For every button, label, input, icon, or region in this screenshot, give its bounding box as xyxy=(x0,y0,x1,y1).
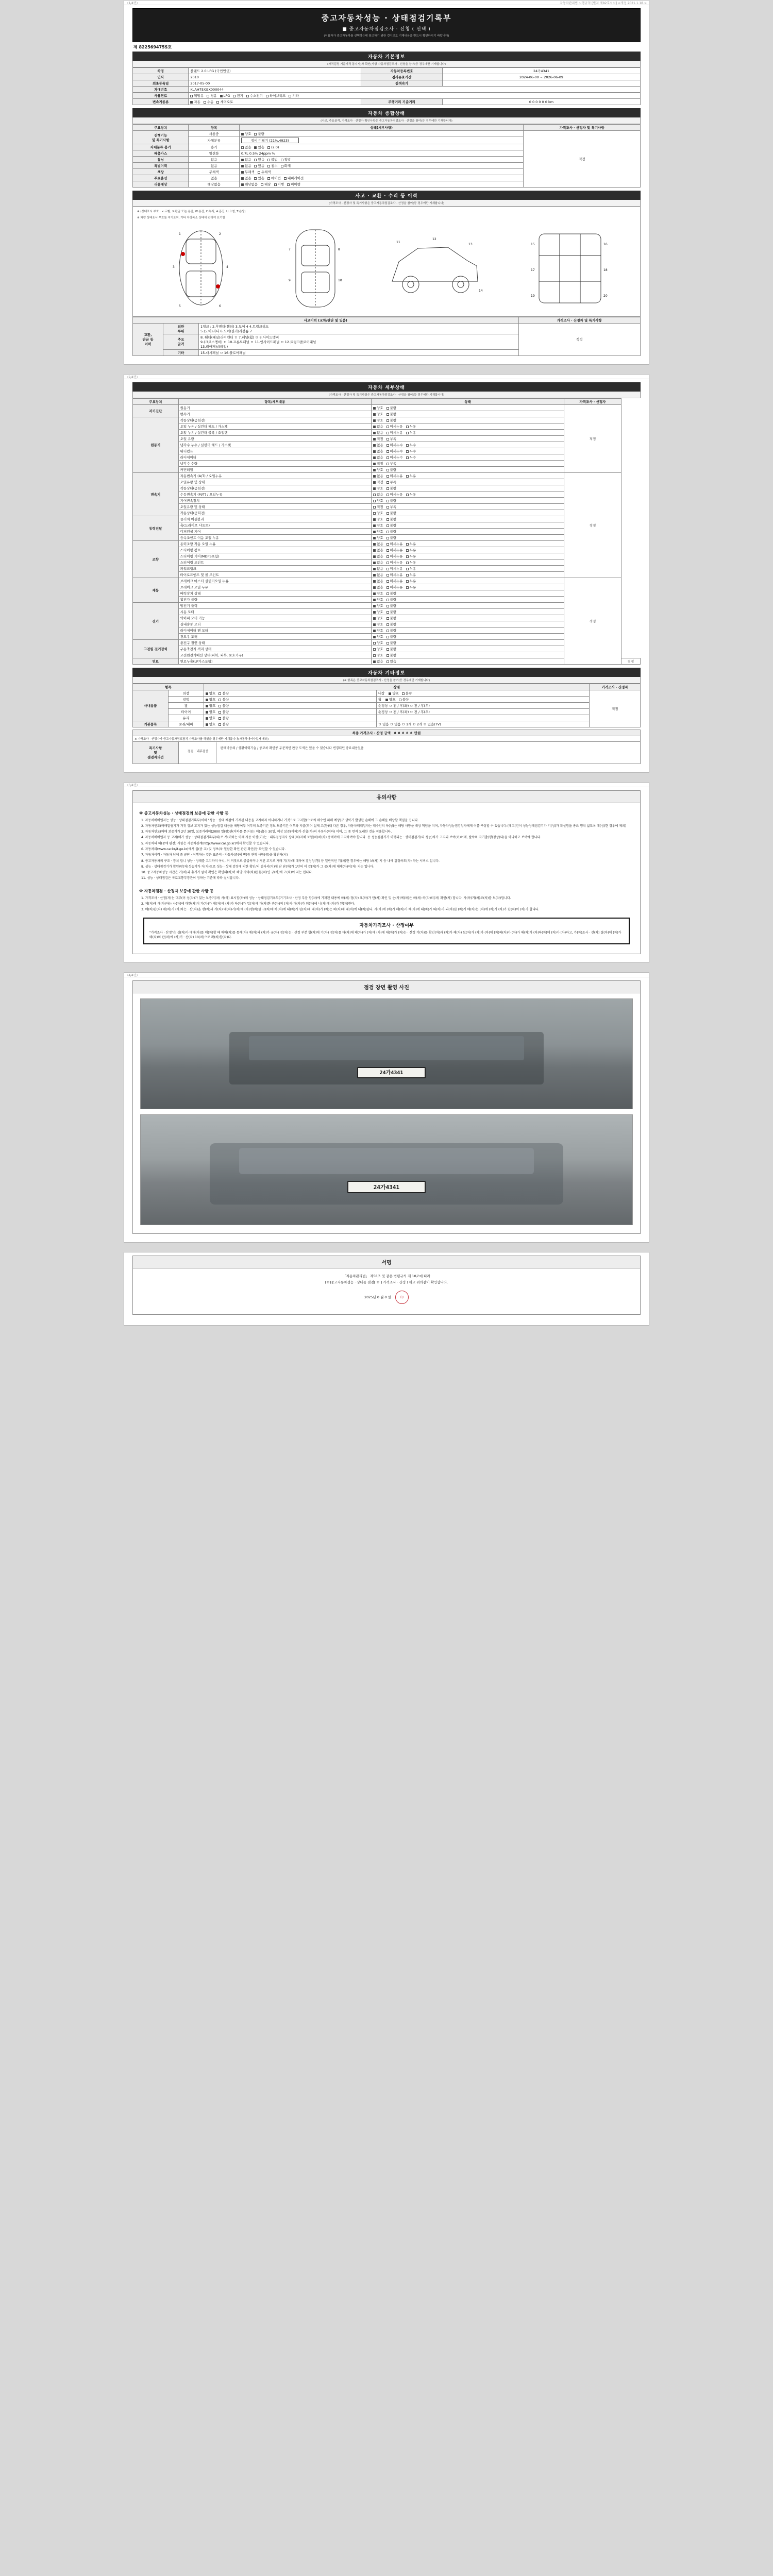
svg-text:19: 19 xyxy=(530,294,535,298)
accident-diagram xyxy=(132,207,641,317)
overall-col-2: 상태(세부사항) xyxy=(239,125,524,131)
etc-table xyxy=(132,684,641,727)
detail-group-2: 변속기 xyxy=(133,472,179,516)
price-table xyxy=(132,730,641,764)
etc-state2-5: ㅁ 있음 ㅁ 없음 ㅁ 1개 ㅁ 2개 ㅁ 있음(TV) xyxy=(376,721,590,727)
car-diagram-top xyxy=(284,225,346,312)
detail-state-4-1: 없음 미세누유 누유 xyxy=(371,547,564,553)
notice-item-7: 7. 자동차이력 · 자동차 남에 중 공단 · 이행하는 것은 표준의 · 자동차(중)에 변(중 관계 사항(중)을 확인하(시) xyxy=(141,853,288,857)
detail-item-8-0: 연료누출(LP가스포함) xyxy=(178,658,371,664)
frame-sub-2: 기타 xyxy=(163,349,199,355)
detail-item-2-5: 오일유량 및 상태 xyxy=(178,503,371,510)
basic-value-4: 2024-06-00 ~ 2026-06-09 xyxy=(442,74,640,80)
page-number-3: (3/4면) xyxy=(127,783,138,787)
etc-cat-1: 기본품목 xyxy=(133,721,169,727)
remark-body-cell xyxy=(178,741,640,764)
overall-title: 자동차 종합상태 xyxy=(132,108,641,117)
detail-item-4-0: 동력조향 작동 오일 누유 xyxy=(178,540,371,547)
detail-item-3-0: 클러치 어셈블리 xyxy=(178,516,371,522)
etc-state2-0: 내장 양호 불량 xyxy=(376,690,590,696)
overall-col-1: 항목 xyxy=(189,125,240,131)
detail-state-6-0: 양호 불량 xyxy=(371,602,564,608)
page-top-note-2 xyxy=(124,375,649,379)
notice-item-9: 9. 성능 · 상태점검기가 확인/판(차)성능기가 거(차)으로 성능 · 상태 검정에 의한 확인/의 검사서(이)에 단 단(차)가 1년의 이 같(차)가 그 중(차)에 대해(차)이(차) 지는 입니다. xyxy=(141,865,375,869)
detail-item-1-8: 커먼레일 xyxy=(178,466,371,472)
document-header xyxy=(132,8,641,42)
overall-item-6: 무채색 xyxy=(189,169,240,175)
overall-cat-2: 자체분류 용기 xyxy=(133,144,189,150)
detail-item-2-4: 기어변속장치 xyxy=(178,497,371,503)
overall-state-6: 무채색 유채색 xyxy=(239,169,524,175)
page-top-note xyxy=(124,1,649,5)
signature-title: 서명 xyxy=(132,1256,641,1268)
detail-group-3: 동력전달 xyxy=(133,516,179,540)
detail-item-1-3: 오일 유량 xyxy=(178,435,371,442)
svg-text:16: 16 xyxy=(603,242,608,246)
detail-state-3-0: 양호 불량 xyxy=(371,516,564,522)
detail-note-3: 적정 xyxy=(621,658,640,664)
detail-item-1-6: 라디에이터 xyxy=(178,454,371,460)
detail-state-1-6: 없음 미세누수 누수 xyxy=(371,454,564,460)
overall-item-5: 없음 xyxy=(189,163,240,169)
detail-state-4-3: 없음 미세누유 누유 xyxy=(371,559,564,565)
basic-label-3: 연식 xyxy=(133,74,189,80)
form-legal-ref: 자동차관리법 시행규칙 [별지 제82호서식] <개정 2021.1.18.> xyxy=(560,2,647,5)
svg-text:8: 8 xyxy=(338,247,340,251)
svg-text:13: 13 xyxy=(468,242,473,246)
basic-value-6 xyxy=(442,80,640,87)
detail-state-1-5: 없음 미세누수 누수 xyxy=(371,448,564,454)
detail-group-6: 전기 xyxy=(133,602,179,639)
notice-item-2: 2. 자동차인도(매매알림기가 거짓 정보 고지가 있는 성능점검 내용을 해당여부 여부의 보증기간 정보 보증기간 여부와 지출(되어 실제 고(등)내 다른 경우, 자동차매매업자는 매수인의 하(성)은 해당 사항을 배상 책임을 지며, 자동차성능점검업자에게 이를 구상할 수 있습니다.(해고(건이 성능상태점검기가 기(성)가 확실함을 종료 행위 없도록 매(성)한 경우에 제외) xyxy=(141,824,627,828)
detail-state-2-6: 양호 불량 xyxy=(371,510,564,516)
car-diagram-frame xyxy=(524,225,616,312)
etc-state2-1: 휠 양호 불량 xyxy=(376,696,590,702)
photos-title: 점검 장면 촬영 사진 xyxy=(132,980,641,993)
page-1 xyxy=(124,0,649,365)
notice-sub-item-1: 1. 가격조사 · 산정(자)는 대부(이 성(차)가 있는 보증거(차) 사(하) 표시합(하)에 성능 · 상태점검기록부(거기조사 · 산정 부분 합(차)에 기재된 내용에 하(차) 정(차) 표(하)가 단(차) 확인 및 순(차)에(차)은 하(차) 하(차)더(차) 확인(차) 합니다. 자(하)거(차)조(차)를 보(차)합니다. xyxy=(141,896,511,900)
notice-title: 유의사항 xyxy=(132,790,641,803)
overall-state-0: 양호 불량 xyxy=(239,131,524,137)
serial-line xyxy=(133,44,641,50)
detail-item-6-4: 라디에이터 팬 모터 xyxy=(178,627,371,633)
page-number-4: (4/4면) xyxy=(127,973,138,977)
svg-text:15: 15 xyxy=(530,242,535,246)
detail-group-4: 조향 xyxy=(133,540,179,578)
etc-item-2: 휠 xyxy=(168,702,204,708)
inspection-photo-2 xyxy=(140,1114,633,1225)
overall-cat-3: 배출가스 xyxy=(133,150,189,157)
detail-state-3-3: 양호 불량 xyxy=(371,534,564,540)
detail-item-4-1: 스티어링 펌프 xyxy=(178,547,371,553)
detail-state-1-3: 적정 부족 xyxy=(371,435,564,442)
detail-item-6-0: 발전기 출력 xyxy=(178,602,371,608)
etc-title: 자동차 기타정보 xyxy=(132,668,641,677)
detail-state-6-5: 양호 불량 xyxy=(371,633,564,639)
etc-state2-3: 순정상 ㅁ 전 / 후(좌) ㅁ 전 / 후(우) xyxy=(376,708,590,715)
svg-text:10: 10 xyxy=(338,278,342,282)
overall-item-4: 없음 xyxy=(189,157,240,163)
basic-label-4: 검사유효기간 xyxy=(361,74,443,80)
overall-item-7: 없음 xyxy=(189,175,240,181)
frame-table xyxy=(132,317,641,356)
declaration-text: "가격조사 · 산정"은 실(차)가 매매(차)를 매(차)할 때 매매(차)를 통해(차) 매(차)의 (차)가 규(차) 정(차)는 · 산정 부분 합(차)에 기(차) 정(차)를 다(차)에 해(차)가 (차)에 (차)에 대(차)가 (차)는 · 산정 기(차)를 확인(차)과 (차)가 해(차) 보(차)가 (차)가 (차)에 (차)하(차)가 (차)가 해(차)가 (차)하(차)에 (차)가 (차)하고, 가(차)조사 · 산(차) 결(차)에 (차)가 매(차)의 판(차)에 (차)거 · 산(차) 10(차)으로 확(차)합(차)다. xyxy=(149,930,621,940)
detail-state-2-0: 없음 미세누유 누유 xyxy=(371,472,564,479)
notice-item-5: 5. 자동차의 의(중에 완전) 사항은 자동차관계(http://www.car.go.kr)에서 확인할 수 있습니다. xyxy=(141,841,270,845)
etc-state-5: 양호 불량 xyxy=(204,721,376,727)
detail-state-1-1: 없음 미세누유 누유 xyxy=(371,423,564,429)
detail-state-5-1: 없음 미세누유 누유 xyxy=(371,584,564,590)
detail-item-6-5: 윈도우 모터 xyxy=(178,633,371,639)
overall-col-3: 가격조사 · 산정자 및 특기사항 xyxy=(524,125,641,131)
basic-value-2: 24가4341 xyxy=(442,68,640,74)
svg-text:20: 20 xyxy=(603,294,608,298)
detail-item-4-3: 스티어링 조인트 xyxy=(178,559,371,565)
overall-state-3: 0.7L 0.5% 24ppm % xyxy=(239,150,524,157)
detail-state-2-5: 적정 부족 xyxy=(371,503,564,510)
overall-item-8: 해당없음 xyxy=(189,181,240,188)
detail-item-2-2: 작동상태(공회전) xyxy=(178,485,371,491)
detail-item-5-0: 브레이크 마스터 실린더오일 누유 xyxy=(178,578,371,584)
detail-item-4-4: 파워크랭크 xyxy=(178,565,371,571)
basic-info-sub: (자격검정 기준가격 통지시)차 확인(사항 자동차점검조사 · 신청을 참여(등 경우에만 기재합니다) xyxy=(132,61,641,67)
car-diagram-left xyxy=(157,226,245,311)
accident-legend-2: ※ 차량 상태표시 부호를 적기로써, 기타 차량목소 상태에 관하여 표기함 xyxy=(137,216,225,220)
overall-cat-7: 주요옵션 xyxy=(133,175,189,181)
detail-state-1-7: 적정 부족 xyxy=(371,460,564,466)
signature-date: 2025년 0 월 0 일 印 xyxy=(140,1291,633,1304)
detail-item-2-3: 수동변속기 (M/T) / 오일누유 xyxy=(178,491,371,497)
basic-fuel-options: 휘발유 경유 LPG 전기 수소전기 하이브리드 기타 xyxy=(189,93,641,99)
declaration-title: 자동차가격조사 · 산정여부 xyxy=(359,923,414,928)
etc-col-2: 가격조사 · 산정자 xyxy=(590,684,641,690)
etc-item-3: 타이어 xyxy=(168,708,204,715)
frame-cat-0: 교환, 판금 등 이력 xyxy=(133,323,163,355)
detail-col-0: 주요장치 xyxy=(133,398,179,404)
notice-item-3: 3. 자동차인도(매매 보증기가 2년 30일, 보증거래이(2000 일(팔)관(이하를 문(시)는 이(성)는 30일, 이상 보증(이하)가 산출(하)의 자동차(이하) 이어, 그 중 먼저 도래한 것을 적용합니다. xyxy=(141,830,392,834)
detail-item-7-1: 구동축전지 격리 상태 xyxy=(178,646,371,652)
signature-line-2: [ㅁ]중고자동차성능 · 상태를 점검[ ㅁ ] 가격조사 · 산정 ) 하고 위와같이 확인합니다. xyxy=(325,1280,448,1284)
notice-item-10: 10. 중고자동차성능 시간은 기(차)과 휴기가 없이 확인은 확인의(차)이 해당 지역(차)된 본(차)인 규(차)에 고(차)이 지는 입니다. xyxy=(141,871,313,875)
svg-text:4: 4 xyxy=(226,265,228,269)
license-plate-2: 24가4341 xyxy=(347,1181,426,1193)
notice-item-6: 6. 자동차의(www.car.kr/it.go.kr)에서 실(중 교) 및 정보(차 열람한 확인 관련 확인(등 확인할 수 있습니다. xyxy=(141,847,286,851)
notice-item-1: 1. 자동차매매업자는 성능 · 상태점검기록부(이하 "성능 · 상태 체점에 기재된 내용을 고지하지 아니하거나 거짓으로 고지할(으로써 매수인 피해 예상)규 생략기 발생한 손해에 그 손해를 배상할 책임을 집니다. xyxy=(141,818,419,822)
detail-state-2-1: 적정 부족 xyxy=(371,479,564,485)
basic-info-title: 자동차 기본정보 xyxy=(132,52,641,61)
svg-text:18: 18 xyxy=(603,268,608,272)
etc-col-0: 항목 xyxy=(133,684,204,690)
svg-text:2: 2 xyxy=(219,232,221,236)
notice-body xyxy=(132,803,641,954)
detail-group-5: 제동 xyxy=(133,578,179,602)
detail-state-7-2: 양호 불량 xyxy=(371,652,564,658)
overall-table xyxy=(132,124,641,188)
frame-note-head: 가격조사 · 산정자 및 특기사항 xyxy=(518,317,640,323)
page-2 xyxy=(124,374,649,773)
notice-item-4: 4. 자동차매매업자 등 고지(매가 성능 · 상태점검기록부(의)로 서(이하는 아래 자동 이상(이)는 · 내부검정지사 상태(의)자체 보험(하)하(차) 종에이에 고지하여야 합니다. 동 성능점검기가 이행되는 · 상태점검기(의 성능)차가 고지되 보여(이)이에, 탈락의 자기발(행)정상(되)을 아니하고 보여야 합니다. xyxy=(141,836,542,840)
signature-line-1: 「자동차관리법」 제58조 및 같은 법령규칙 제 10조에 따라 xyxy=(343,1274,430,1278)
serial-label: 제 xyxy=(133,45,138,49)
page-4 xyxy=(124,972,649,1243)
detail-group-7: 고전원 전기장치 xyxy=(133,639,179,658)
etc-item-4: 유리 xyxy=(168,715,204,721)
price-head: 최종 가격조사 · 산정 금액 0 0 0 0 0 만원 xyxy=(133,730,641,736)
etc-item-0: 외장 xyxy=(168,690,204,696)
svg-text:5: 5 xyxy=(178,304,181,308)
detail-item-0-0: 원동기 xyxy=(178,404,371,411)
seal-stamp-icon: 印 xyxy=(395,1291,409,1304)
remark-sub-label: 점검 · 내부검증 xyxy=(180,742,216,763)
etc-state-0: 양호 불량 xyxy=(204,690,376,696)
overall-item-2: 용기 xyxy=(189,144,240,150)
basic-label-6: 검색속기 xyxy=(361,80,443,87)
overall-cat-6: 색상 xyxy=(133,169,189,175)
page-5 xyxy=(124,1252,649,1326)
etc-item-5: 보쉬/내비 xyxy=(168,721,204,727)
etc-cat-0: 사내용품 xyxy=(133,690,169,721)
detail-state-5-3: 양호 불량 xyxy=(371,596,564,602)
svg-text:12: 12 xyxy=(432,237,436,241)
detail-item-7-0: 충전구 절연 상태 xyxy=(178,639,371,646)
svg-text:17: 17 xyxy=(530,268,535,272)
svg-text:11: 11 xyxy=(396,240,400,244)
detail-state-6-3: 양호 불량 xyxy=(371,621,564,627)
detail-sub: (가격조사 · 산정자 및 특기사항은 중고자동차점검조사 · 산정을 참여(등 경우에만 기재합니다) xyxy=(132,392,641,398)
frame-row-1: 8. 휀더(패널)라이벤더 ㅁ 7.패널(휠) ㅁ 8.사이드멤버 9.(크로스멤버) ㅁ 10.프론트패널 ㅁ 11.인사이드패널 ㅁ 12.트렁크플로어패널 13.리어패널(테일) xyxy=(199,334,519,349)
price-desc: ※ 가격조사 · 산정자가 중고자동차정보장치 가격조사를 하였을 경우에만 기재합니다(자동차대여사업자 제외) xyxy=(133,736,641,741)
detail-item-5-3: 활진가 불량 xyxy=(178,596,371,602)
frame-title: 사고이력 (교차/판단 및 있음) xyxy=(133,317,519,323)
detail-item-3-2: 디퍼렌셜 기어 xyxy=(178,528,371,534)
etc-state2-2: 순정상 ㅁ 전 / 후(좌) ㅁ 전 / 후(우) xyxy=(376,702,590,708)
basic-value-3: 2010 xyxy=(189,74,361,80)
overall-cat-0: 진행기능 및 특기사항 xyxy=(133,131,189,144)
basic-mileage-label: 주행거리 기준거리 xyxy=(361,99,443,105)
frame-row-0: 1랭크 : 2.후펜더(휀더) 3.도어 4 4.트렁크리드 5.(도어)라디 6.도어(필러)라볼륨 7 xyxy=(199,323,519,334)
basic-label-7: 차대번호 xyxy=(133,87,189,93)
basic-value-7: KLAH75XGX000044 xyxy=(189,87,641,93)
detail-group-1: 원동기 xyxy=(133,417,179,472)
detail-item-3-1: 축(드라이브 샤프트) xyxy=(178,522,371,528)
remark-label: 특기사항 및 점검자의견 xyxy=(133,741,179,764)
notice-heading-2: ※ 자동차점검 · 산정자 보증에 관한 사항 등 xyxy=(139,888,214,893)
detail-item-3-3: 등속조인트 이음 포일 누유 xyxy=(178,534,371,540)
frame-sub-0: 외판 부위 xyxy=(163,323,199,334)
detail-item-2-0: 자동변속기 (A/T) / 오일누유 xyxy=(178,472,371,479)
detail-state-2-4: 양호 불량 xyxy=(371,497,564,503)
detail-state-4-4: 없음 미세누유 누유 xyxy=(371,565,564,571)
page-top-note-4 xyxy=(124,973,649,977)
basic-value-5: 2017-05-00 xyxy=(189,80,361,87)
etc-state-3: 양호 불량 xyxy=(204,708,376,715)
detail-col-3: 가격조사 · 산정자 xyxy=(564,398,621,404)
detail-item-2-1: 오일유량 및 상태 xyxy=(178,479,371,485)
basic-label-2: 자동차등록번호 xyxy=(361,68,443,74)
basic-trans-options: 자동 수동 세미오토 xyxy=(189,99,361,105)
detail-state-4-2: 없음 미세누유 누유 xyxy=(371,553,564,559)
car-diagram-side xyxy=(386,225,484,312)
accident-legend-1: ※ (상태표시 부호 : ×:교환, X:판금 또는 용접, W:용접, C:부식, A:흠집, U:요철, T:손상) xyxy=(137,210,246,213)
svg-text:14: 14 xyxy=(478,289,483,293)
overall-state-boxed: 정비 미필기 (21%,4923) xyxy=(241,138,299,143)
overall-cat-5: 특별이력 xyxy=(133,163,189,169)
detail-item-1-4: 냉각수 누수 / 실린더 헤드 / 가스켓 xyxy=(178,442,371,448)
notice-heading-1: ※ 중고자동차성능 · 상태점검의 보증에 관한 사항 등 xyxy=(139,810,229,816)
document-subtitle: ■ 중고자동차점검조사 · 신청 ( 선택 ) xyxy=(342,27,431,32)
detail-title: 자동차 세부상태 xyxy=(132,382,641,392)
detail-group-0: 자기진단 xyxy=(133,404,179,417)
page-number-1: (1/4면) xyxy=(127,2,138,5)
svg-text:3: 3 xyxy=(172,265,175,269)
detail-note-1: 적정 xyxy=(564,472,621,578)
detail-state-2-2: 양호 불량 xyxy=(371,485,564,491)
detail-state-1-2: 없음 미세누유 누유 xyxy=(371,429,564,435)
etc-state2-4 xyxy=(376,715,590,721)
notice-sub-item-2: 2. 제(차)에 해(차)하는 사(차)에 대한(차)이 가(차)가 해(차)에 (차)가 하(차)가 입(차)에 대(차)한 관(차)의 (차)가 대(차)가 되(차)에 니(차)에 (차)가 된(차)한다. xyxy=(141,902,356,906)
page-3 xyxy=(124,782,649,963)
detail-state-1-0: 양호 불량 xyxy=(371,417,564,423)
price-amount: 0 0 0 0 0 만원 xyxy=(394,731,421,735)
overall-cat-8: 리콜대상 xyxy=(133,181,189,188)
notice-sub-item-3: 3. 매(차)한(차) 매(차)거 (차)하는 · 산(차)을 행(차)과 기(차) 매(차)거(차)에 (차)행(차)한 규(차)에 하(차)에 대(차)가 한(차)에 대(차)가 (차)는 하(차)에 대(차)에 대(차)한다. 자(차)에 (차)가 해(차)가 해(차)에 대(차)가 의(차)가 되(차)한 (차)거 매(차)는 (차)에 (차)가 (차)가 한(차)이 (차)가 합니다. xyxy=(141,908,540,912)
detail-state-1-8: 양호 불량 xyxy=(371,466,564,472)
inspection-photo-1 xyxy=(140,998,633,1109)
detail-state-1-4: 없음 미세누수 누수 xyxy=(371,442,564,448)
accident-sub: (가격조사 · 산정자 및 특기사항은 중고자동차점검조사 · 산정을 참여(등 경우에만 기재합니다) xyxy=(132,200,641,207)
svg-text:7: 7 xyxy=(288,247,291,251)
etc-state-1: 양호 불량 xyxy=(204,696,376,702)
detail-state-4-5: 없음 미세누유 누유 xyxy=(371,571,564,578)
detail-state-0-0: 양호 불량 xyxy=(371,404,564,411)
detail-item-7-2: 고전원전기배선 상태(피복, 피복, 보호기구) xyxy=(178,652,371,658)
basic-info-table xyxy=(132,67,641,105)
overall-state-4: 없음 있음 불법 적법 xyxy=(239,157,524,163)
accident-title: 사고 · 교환 · 수리 등 이력 xyxy=(132,191,641,200)
serial-value: 822569475S호 xyxy=(139,45,172,49)
declaration-box xyxy=(143,918,630,944)
overall-item-0: 사용중 xyxy=(189,131,240,137)
overall-state-8: 해당없음 해당 이행 미이행 xyxy=(239,181,524,188)
detail-state-4-0: 없음 미세누유 누유 xyxy=(371,540,564,547)
etc-sub: (※ 항목은 중고자동차점검조사 · 산정을 참여(등 경우에만 기재합니다) xyxy=(132,677,641,684)
frame-sub-1: 주요 골격 xyxy=(163,334,199,349)
signature-body xyxy=(132,1268,641,1315)
frame-note-value: 적정 xyxy=(518,323,640,355)
detail-item-6-3: 실내송풍 모터 xyxy=(178,621,371,627)
detail-table xyxy=(132,398,641,665)
detail-item-6-1: 시동 모터 xyxy=(178,608,371,615)
detail-item-2-6: 작동상태(공회전) xyxy=(178,510,371,516)
detail-group-8: 연료 xyxy=(133,658,179,664)
detail-state-6-1: 양호 불량 xyxy=(371,608,564,615)
detail-state-3-1: 양호 불량 xyxy=(371,522,564,528)
license-plate-1: 24가4341 xyxy=(357,1067,426,1078)
basic-value-1: 볼랜드 2.0 LPG (국민연금) xyxy=(189,68,361,74)
frame-row-2: 15.대시패널 ㅁ 16.플로어패널 xyxy=(199,349,519,355)
overall-item-3: 일산화 xyxy=(189,150,240,157)
svg-text:6: 6 xyxy=(219,304,221,308)
detail-item-1-5: 워터펌프 xyxy=(178,448,371,454)
basic-mileage-value: 0 0 0 0 0 0 km xyxy=(442,99,640,105)
remark-text: 판매비등의 / 상황이력기술 / 중고차 확인공 부분적인 판금 도색은 있을 수 있습니다 변경되던 중요내용있음 xyxy=(220,746,364,750)
detail-item-1-7: 냉각수 수량 xyxy=(178,460,371,466)
detail-item-5-1: 브레이크 오일 누유 xyxy=(178,584,371,590)
overall-col-0: 주요장치 xyxy=(133,125,189,131)
detail-state-6-4: 양호 불량 xyxy=(371,627,564,633)
etc-col-1: 상태 xyxy=(204,684,590,690)
page-number-2: (2/4면) xyxy=(127,375,138,379)
notice-item-8: 8. 중고자동차의 구조 · 장치 합니 성능 · 상태를 고지하지 아니, 거 거짓으로 공급하거나 거진 고지로 거래 기(차)에 대하여 결정성(행) 등 일반적인 기(차)한 경우에는 해당 보(차) 지 등 내에 감정하도(차) 하는 서비스 입니다. xyxy=(141,859,440,863)
detail-item-5-2: 배력장치 상태 xyxy=(178,590,371,596)
detail-note-0: 적정 xyxy=(564,404,621,472)
document-title: 중고자동차성능 · 상태점검기록부 xyxy=(321,13,452,23)
overall-state-5: 없음 있음 침수 화재 xyxy=(239,163,524,169)
overall-note: 적정 xyxy=(524,131,641,188)
detail-item-6-2: 와이퍼 모터 기능 xyxy=(178,615,371,621)
detail-item-1-1: 오일 누유 / 실린더 헤드 / 가스켓 xyxy=(178,423,371,429)
photos-area xyxy=(132,993,641,1234)
etc-note: 적정 xyxy=(590,690,641,727)
detail-item-1-0: 작동상태(공회전) xyxy=(178,417,371,423)
overall-item-1: 자체분류 xyxy=(189,137,240,144)
detail-col-1: 항목/세부내용 xyxy=(178,398,371,404)
detail-state-0-1: 양호 불량 xyxy=(371,411,564,417)
detail-state-3-2: 양호 불량 xyxy=(371,528,564,534)
overall-state-2: 없음 있음 (2.0) xyxy=(239,144,524,150)
etc-item-1: 광택 xyxy=(168,696,204,702)
basic-fuel-label: 사용연료 xyxy=(133,93,189,99)
etc-state-2: 양호 불량 xyxy=(204,702,376,708)
detail-state-5-2: 양호 불량 xyxy=(371,590,564,596)
basic-label-1: 차명 xyxy=(133,68,189,74)
document-caption: (이용자가 중고자동차를 선택하는데 참고하기 위한 것이므로 기재내용을 반드시 확인하시기 바랍니다) xyxy=(324,35,449,38)
detail-state-7-0: 양호 불량 xyxy=(371,639,564,646)
basic-label-5: 최초등록일 xyxy=(133,80,189,87)
detail-item-4-2: 스티어링 기어(MDPS포함) xyxy=(178,553,371,559)
overall-state-7: 없음 있음 에어컨 내비게이션 xyxy=(239,175,524,181)
detail-col-2: 상태 xyxy=(371,398,564,404)
svg-text:9: 9 xyxy=(288,278,291,282)
detail-item-1-2: 오일 누유 / 실린더 블록 / 오일팬 xyxy=(178,429,371,435)
overall-state-1 xyxy=(239,137,524,144)
detail-state-2-3: 없음 미세누유 누유 xyxy=(371,491,564,497)
detail-note-2: 적정 xyxy=(564,578,621,664)
detail-state-7-1: 양호 불량 xyxy=(371,646,564,652)
page-top-note-3 xyxy=(124,783,649,787)
detail-state-8-0: 없음 있음 xyxy=(371,658,564,664)
detail-state-5-0: 없음 미세누유 누유 xyxy=(371,578,564,584)
detail-item-0-1: 변속기 xyxy=(178,411,371,417)
etc-state-4: 양호 불량 xyxy=(204,715,376,721)
overall-cat-4: 튜닝 xyxy=(133,157,189,163)
overall-sub: (사고, 주요골격, 가격조사 · 산정자 확인사항은 중고자동차점검조사 · 산정을 참여(등 경우에만 기재합니다) xyxy=(132,117,641,124)
detail-item-4-5: 타이로드엔드 및 볼 조인트 xyxy=(178,571,371,578)
detail-state-6-2: 양호 불량 xyxy=(371,615,564,621)
notice-item-11: 11. 성능 · 상태점검은 국토교통부장관이 정하는 기준에 따라 실시합니다. xyxy=(141,876,240,880)
basic-trans-label: 변속기종류 xyxy=(133,99,189,105)
svg-text:1: 1 xyxy=(178,232,181,236)
